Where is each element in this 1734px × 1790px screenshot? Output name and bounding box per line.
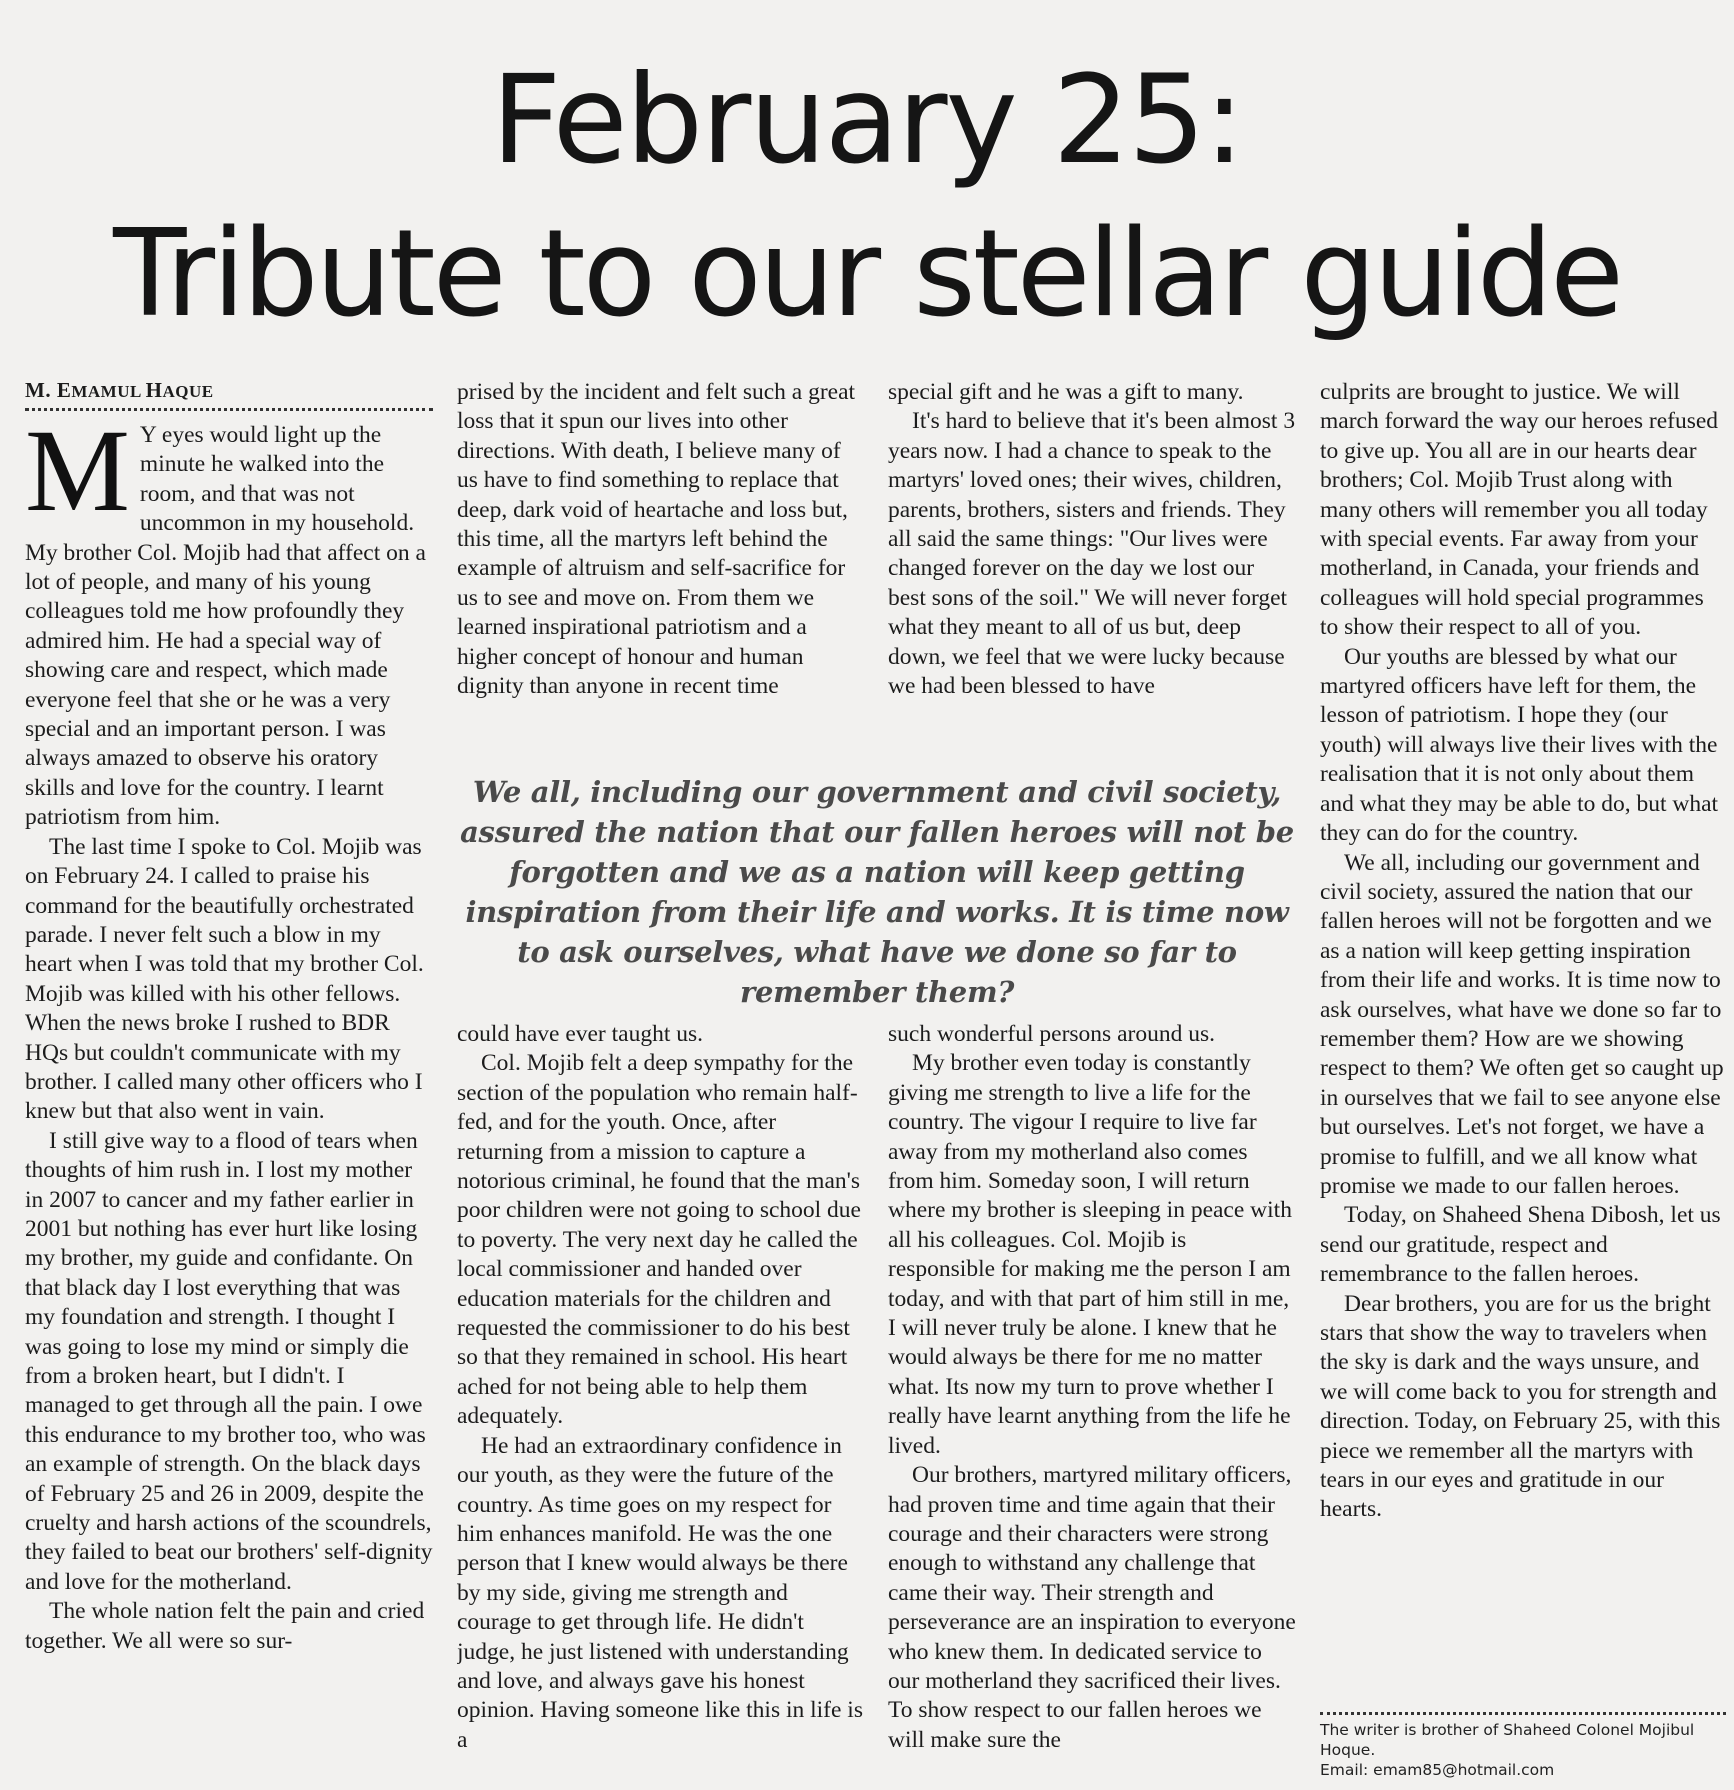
- paragraph: could have ever taught us.: [457, 1021, 704, 1047]
- article-column-3-top: [888, 378, 1296, 740]
- byline: [25, 376, 433, 400]
- paragraph: The last time I spoke to Col. Mojib was on February 24. I called to praise his command for the beautifully orchestrated parade. I never felt such a blow in my heart when I was told that my brother Col. Mojib was killed with his other fellows. When the news broke I rushed to BDR HQs but couldn't communicate with my brother. I called many other officers who I knew but that also went in vain.: [25, 833, 424, 1125]
- headline-line-2: Tribute to our stellar guide: [113, 205, 1621, 345]
- paragraph: We all, including our government and civil society, assured the nation that our fallen heroes will not be forgotten and we as a nation will keep getting inspiration from their life and works. It is time now to ask ourselves, what have we done so far to remember them? How are we showing respect to them? We often get so caught up in ourselves that we fail to see anyone else but ourselves. Let's not forget, we have a promise to fulfill, and we all know what promise we made to our fallen heroes.: [1320, 849, 1724, 1199]
- byline-part: MAMUL: [71, 382, 146, 401]
- paragraph: Our brothers, martyred military officers, had proven time and time again that their courage and their characters were strong enough to withstand any challenge that came their way. Their strength and perseverance are an inspiration to everyone who knew them. In dedicated service to our motherland they sacrificed their lives. To show respect to our fallen heroes we will make sure the: [888, 1462, 1296, 1753]
- paragraph: culprits are brought to justice. We will march forward the way our heroes refused to give up. You all are in our hearts dear brothers; Col. Mojib Trust along with many others will remember you all today with special events. Far away from your motherland, in Canada, your friends and colleagues will hold special programmes to show their respect to all of you.: [1320, 379, 1719, 641]
- article-column-3-bottom: [888, 1020, 1296, 1782]
- byline-part: M. E: [25, 378, 72, 402]
- paragraph: Col. Mojib felt a deep sympathy for the section of the population who remain half-fed, and for the youth. Once, after returning from a mission to capture a notorious criminal, he found that the man's poor children were not going to school due to poverty. The very next day he called the local commissioner and handed over education materials for the children and requested the commissioner to do his best so that they remained in school. His heart ached for not being able to help them adequately.: [457, 1050, 861, 1430]
- signoff-divider: [1320, 1712, 1726, 1715]
- paragraph: He had an extraordinary confidence in our youth, as they were the future of the country. As time goes on my respect for him enhances manifold. He was the one person that I knew would always be there by my side, giving me strength and courage to get through life. He didn't judge, he just listened with understanding and love, and always gave his honest opinion. Having someone like this in life is a: [457, 1432, 863, 1753]
- paragraph: [25, 405, 433, 833]
- paragraph: It's hard to believe that it's been almost 3 years now. I had a chance to speak to the martyrs' loved ones; their wives, children, parents, brothers, sisters and friends. They all said the same things: "Our lives were changed forever on the day we lost our best sons of the soil." We will never forget what they meant to all of us but, deep down, we feel that we were lucky because we had been blessed to have: [888, 408, 1296, 700]
- article-column-2-top: [457, 378, 865, 740]
- paragraph: The whole nation felt the pain and cried together. We all were so sur-: [25, 1598, 425, 1654]
- paragraph: I still give way to a flood of tears when thoughts of him rush in. I lost my mother in 2007 to cancer and my father earlier in 2001 but nothing has ever hurt like losing my brother, my guide and confidante. On that black day I lost everything that was my foundation and strength. I thought I was going to lose my mind or simply die from a broken heart, but I didn't. I managed to get through all the pain. I owe this endurance to my brother too, who was an example of strength. On the black days of February 25 and 26 in 2009, despite the cruelty and harsh actions of the scoundrels, they failed to beat our brothers' self-dignity and love for the motherland.: [25, 1127, 433, 1595]
- article-column-2-bottom: [457, 1020, 865, 1782]
- paragraph: prised by the incident and felt such a great loss that it spun our lives into other directions. With death, I believe many of us have to find something to replace that deep, dark void of heartache and loss but, this time, all the martyrs left behind the example of altruism and self-sacrifice for us to see and move on. From them we learned inspirational patriotism and a higher concept of honour and human dignity than anyone in recent time: [457, 379, 856, 700]
- paragraph: special gift and he was a gift to many.: [888, 379, 1244, 405]
- article-column-4: [1320, 378, 1726, 1708]
- author-note: [1320, 1720, 1726, 1780]
- headline: [0, 41, 1734, 351]
- paragraph: such wonderful persons around us.: [888, 1021, 1215, 1047]
- paragraph-text: Y eyes would light up the minute he walked into the room, and that was not uncommon in my household. My brother Col. Mojib had that affect on a lot of people, and many of his young colleagues told me how profoundly they admired him. He had a special way of showing care and respect, which made everyone feel that she or he was a very special and an important person. I was always amazed to observe his oratory skills and love for the country. I learnt patriotism from him.: [25, 422, 426, 831]
- paragraph: Our youths are blessed by what our martyred officers have left for them, the lesson of patriotism. I hope they (our youth) will always live their lives with the realisation that it is not only about them and what they may be able to do, but what they can do for the country.: [1320, 643, 1719, 847]
- author-email: Email: emam85@hotmail.com: [1320, 1761, 1555, 1779]
- drop-cap: M: [25, 405, 130, 536]
- pull-quote: We all, including our government and civil society, assured the nation that our fallen heroes will not be forgotten and we as a nation will keep getting inspiration from their life and works. It is time now to ask ourselves, what have we done so far to remember them?: [460, 775, 1294, 1009]
- byline-part: AQUE: [162, 382, 214, 401]
- byline-part: H: [145, 378, 163, 402]
- headline-line-1: February 25:: [491, 49, 1243, 192]
- author-note-text: The writer is brother of Shaheed Colonel Mojibul Hoque.: [1320, 1721, 1695, 1759]
- article-column-1: [25, 376, 433, 1776]
- paragraph: My brother even today is constantly giving me strength to live a life for the country. The vigour I require to live far away from my motherland also comes from him. Someday soon, I will return where my brother is sleeping in peace with all his colleagues. Col. Mojib is responsible for making me the person I am today, and with that part of him still in me, I will never truly be alone. I knew that he would always be there for me no matter what. Its now my turn to prove whether I really have learnt anything from the life he lived.: [888, 1050, 1292, 1459]
- paragraph: Today, on Shaheed Shena Dibosh, let us send our gratitude, respect and remembrance to the fallen heroes.: [1320, 1202, 1721, 1288]
- paragraph: Dear brothers, you are for us the bright stars that show the way to travelers when the sky is dark and the ways unsure, and we will come back to you for strength and direction. Today, on February 25, with this piece we remember all the martyrs with tears in our eyes and gratitude in our hearts.: [1320, 1290, 1721, 1523]
